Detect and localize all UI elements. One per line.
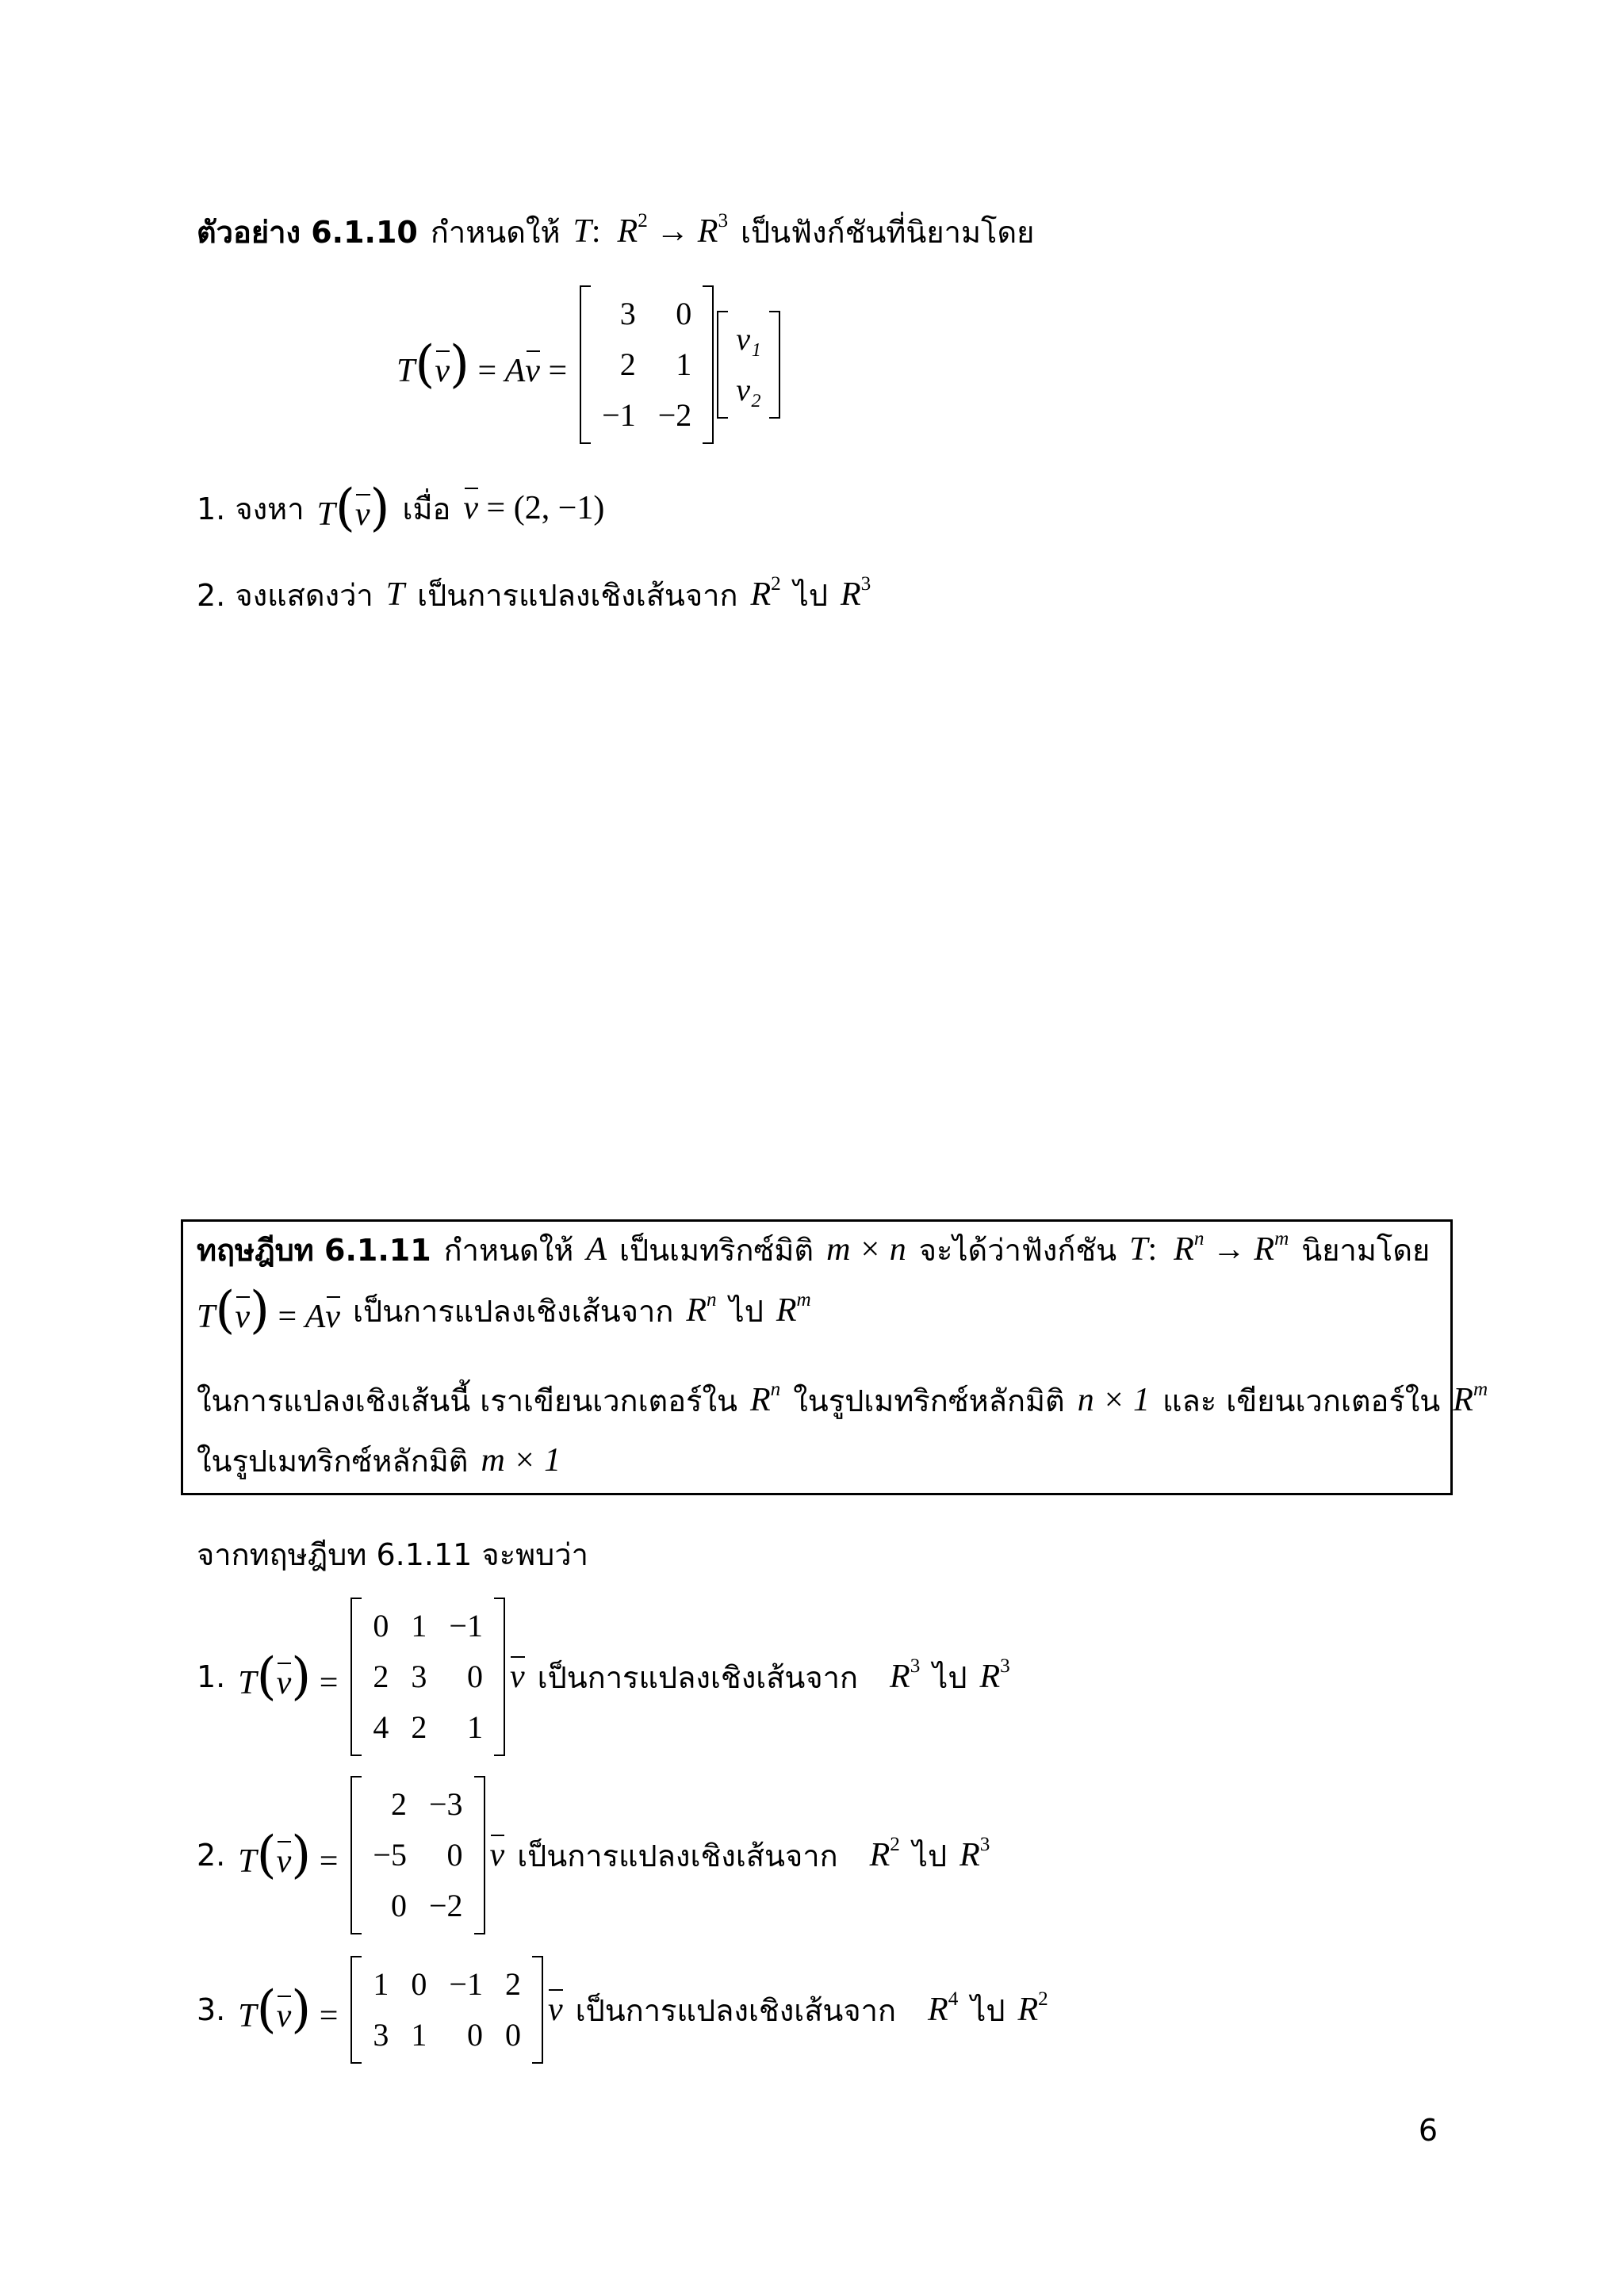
q1-when: เมื่อ — [402, 491, 451, 526]
theorem-line-3 — [197, 1376, 1488, 1424]
theorem-A: A — [586, 1231, 607, 1268]
item-3-number: 3. — [197, 1992, 226, 2027]
theorem-text-5: เป็นการแปลงเชิงเส้นจาก — [352, 1293, 674, 1329]
item-2-v: v — [489, 1837, 505, 1873]
theorem-mapping: T: $R^n \to R^m$ — [1129, 1228, 1289, 1268]
theorem-dim-n1: n × 1 — [1077, 1382, 1151, 1418]
item-3-text: เป็นการแปลงเชิงเส้นจาก — [575, 1992, 897, 2028]
example-matrix-A: 3 0 2 1 −1 −2 — [580, 285, 714, 444]
theorem-text-3: จะได้ว่าฟังก์ชัน — [918, 1232, 1117, 1268]
theorem-line-4 — [197, 1437, 561, 1484]
q2-label: 2. จงแสดงว่า — [197, 577, 373, 613]
item-1-text: เป็นการแปลงเชิงเส้นจาก — [537, 1659, 859, 1695]
theorem-line-2 — [197, 1283, 811, 1338]
item-3-matrix: 1 0 −1 2 3 1 0 0 — [350, 1956, 543, 2064]
consequence-item-2 — [197, 1784, 990, 1927]
theorem-text-1: กำหนดให้ — [443, 1232, 574, 1268]
def-lhs: T(v) = Av = — [396, 335, 568, 394]
theorem-para3-a: ในรูปเมทริกซ์หลักมิติ — [197, 1443, 469, 1479]
item-2-number: 2. — [197, 1838, 226, 1873]
item-2-lhs: T(v) = — [238, 1826, 339, 1885]
example-desc: เป็นฟังก์ชันที่นิยามโดย — [741, 214, 1035, 250]
theorem-text-2: เป็นเมทริกซ์มิติ — [619, 1232, 814, 1268]
item-1-v: v — [509, 1659, 525, 1695]
theorem-text-4: นิยามโดย — [1301, 1232, 1431, 1268]
theorem-para2-a: ในการแปลงเชิงเส้นนี้ เราเขียนเวกเตอร์ใน — [197, 1383, 737, 1418]
q2-T: T — [385, 576, 405, 613]
example-mapping: T: $R^2 \to R^3$ — [573, 210, 729, 250]
item-2-matrix: 2 −3 −5 0 0 −2 — [350, 1776, 485, 1934]
example-question-2 — [197, 571, 871, 618]
item-1-lhs: T(v) = — [238, 1647, 339, 1706]
example-intro: กำหนดให้ — [430, 214, 561, 250]
q1-label: 1. จงหา — [197, 491, 304, 526]
example-heading: ตัวอย่าง 6.1.10 — [197, 214, 418, 250]
item-3-from: $R^4$ — [928, 1988, 959, 2028]
item-1-dest: $R^3$ — [979, 1655, 1010, 1695]
theorem-to-space: $R^m$ — [776, 1289, 811, 1329]
theorem-definition: T(v) = Av — [197, 1281, 340, 1340]
theorem-line-1 — [197, 1226, 1430, 1273]
theorem-space-m: $R^m$ — [1453, 1379, 1488, 1418]
example-definition — [396, 293, 780, 436]
q1-expression: T(v) — [316, 479, 390, 538]
example-heading-line — [197, 208, 1034, 255]
q2-from-space: $R^2$ — [750, 573, 781, 613]
page-number: 6 — [1418, 2113, 1438, 2148]
item-1-from: $R^3$ — [890, 1655, 921, 1695]
item-3-to: ไป — [971, 1992, 1005, 2028]
item-2-text: เป็นการแปลงเชิงเส้นจาก — [517, 1838, 838, 1873]
item-2-dest: $R^3$ — [959, 1834, 990, 1873]
consequence-item-3 — [197, 1962, 1048, 2057]
item-1-to: ไป — [933, 1659, 967, 1695]
theorem-heading: ทฤษฎีบท 6.1.11 — [197, 1232, 431, 1268]
example-vector-v: v₁ v₂ — [717, 311, 780, 419]
item-2-from: $R^2$ — [869, 1834, 900, 1873]
item-1-matrix: 0 1 −1 2 3 0 4 2 1 — [350, 1598, 505, 1756]
theorem-space-n: $R^n$ — [750, 1379, 781, 1418]
q2-to: ไป — [793, 577, 828, 613]
theorem-para2-c: และ เขียนเวกเตอร์ใน — [1162, 1383, 1441, 1418]
q2-text: เป็นการแปลงเชิงเส้นจาก — [417, 577, 738, 613]
q1-point: v = (2, −1) — [463, 490, 605, 526]
theorem-from-space: $R^n$ — [686, 1289, 717, 1329]
theorem-dim-m1: m × 1 — [481, 1442, 561, 1479]
item-2-to: ไป — [912, 1838, 948, 1873]
item-3-v: v — [547, 1992, 563, 2028]
theorem-para2-b: ในรูปเมทริกซ์หลักมิติ — [793, 1383, 1065, 1418]
consequence-intro: จากทฤษฎีบท 6.1.11 จะพบว่า — [197, 1537, 588, 1572]
theorem-to: ไป — [729, 1293, 764, 1329]
consequence-item-1 — [197, 1605, 1010, 1748]
item-1-number: 1. — [197, 1659, 226, 1694]
theorem-dim-mn: m × n — [826, 1231, 906, 1268]
q2-to-space: $R^3$ — [841, 573, 871, 613]
item-3-dest: $R^2$ — [1017, 1988, 1048, 2028]
example-question-1 — [197, 480, 604, 536]
item-3-lhs: T(v) = — [238, 1980, 339, 2039]
